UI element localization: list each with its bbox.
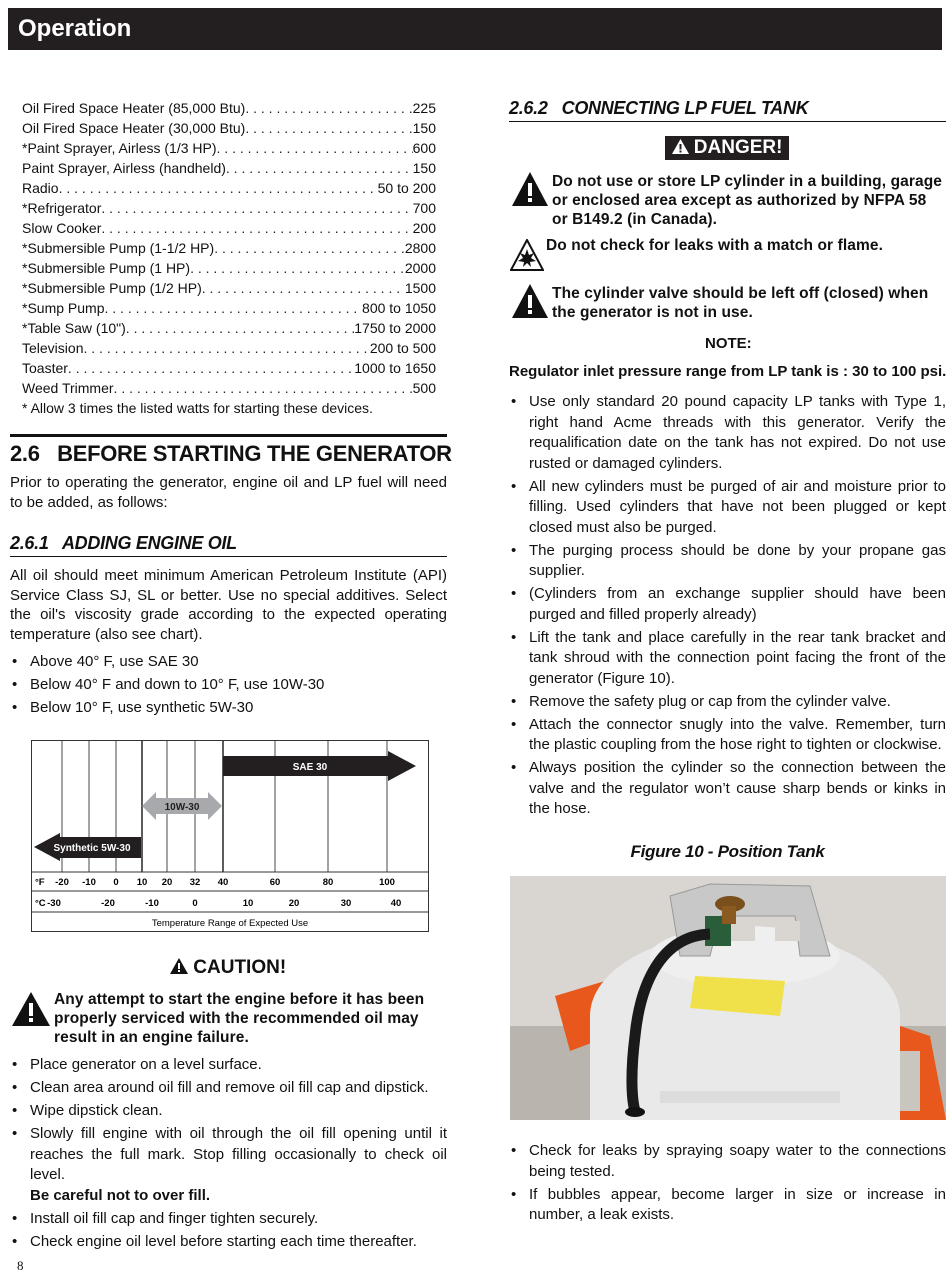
list-item: • Place generator on a level surface.: [10, 1055, 447, 1076]
synthetic-label: Synthetic 5W-30: [53, 843, 131, 854]
celsius-tick-label: -10: [145, 898, 159, 909]
wattage-value: 500: [412, 380, 436, 396]
lp-tank-illustration: [510, 876, 946, 1120]
warning-icon: [512, 172, 548, 206]
celsius-tick-label: 30: [340, 898, 352, 909]
oil-grade-list: [10, 652, 447, 721]
note-label: NOTE:: [705, 335, 752, 352]
section-2-6-intro: Prior to operating the generator, engine oil and LP fuel will need to be added, as follows:: [10, 474, 447, 511]
leader-dots: [83, 338, 369, 358]
appliance-name: Television: [22, 340, 84, 356]
wattage-row: [22, 178, 436, 198]
page-header: [8, 8, 942, 50]
appliance-name: Toaster: [22, 360, 68, 376]
fahrenheit-ticks: [55, 877, 395, 888]
list-item: [10, 1124, 447, 1206]
list-item: • Below 10° F, use synthetic 5W-30: [10, 698, 447, 719]
list-item: • Below 40° F and down to 10° F, use 10W-30: [10, 675, 447, 696]
list-item: • Install oil fill cap and finger tighten securely.: [10, 1209, 447, 1230]
oil-chart-svg: [32, 741, 428, 931]
warning-icon: [672, 139, 689, 154]
fahrenheit-label: °F: [35, 877, 45, 888]
fahrenheit-tick-label: 80: [322, 877, 334, 888]
warning-icon: [512, 284, 548, 318]
appliance-name: Paint Sprayer, Airless (handheld): [22, 160, 226, 176]
appliance-name: *Paint Sprayer, Airless (1/3 HP): [22, 140, 217, 156]
leader-dots: [190, 258, 405, 278]
appliance-name: *Sump Pump: [22, 300, 105, 316]
caution-box: [12, 990, 447, 1047]
caution-heading: [170, 956, 286, 980]
wattage-row: [22, 98, 436, 118]
wattage-value: 2000: [404, 260, 436, 276]
list-item-bold-text: Be careful not to over fill.: [30, 1186, 211, 1204]
list-item: • All new cylinders must be purged of air and moisture prior to filling. Used cylinders that have not been plugged or kept closed must also be purged.: [509, 477, 946, 539]
leader-dots: [101, 218, 412, 238]
list-item: • Use only standard 20 pound capacity LP tanks with Type 1, right hand Acme threads with this generator. Verify the requalification date on the tank has not expired. Do not use rusted or damaged cylinders.: [509, 392, 946, 474]
wattage-list: [22, 98, 436, 418]
oil-viscosity-chart: [31, 740, 429, 932]
section-2-6-heading: [10, 434, 452, 467]
wattage-row: [22, 378, 436, 398]
warning-text: Do not check for leaks with a match or flame.: [546, 237, 883, 254]
leader-dots: [126, 318, 354, 338]
appliance-name: *Table Saw (10"): [22, 320, 126, 336]
leak-check-steps: [509, 1141, 946, 1228]
celsius-tick-label: 0: [192, 898, 198, 909]
section-2-6-1-para: All oil should meet minimum American Petroleum Institute (API) Service Class SJ, SL or better. Use no special additives. Select the oil's viscosity grade according to the expected operating temperature (also see chart).: [10, 567, 447, 643]
fahrenheit-tick-label: 32: [189, 877, 201, 888]
warning-icon: [12, 992, 50, 1026]
wattage-row: [22, 338, 436, 358]
appliance-name: *Submersible Pump (1/2 HP): [22, 280, 202, 296]
wattage-row: [22, 118, 436, 138]
appliance-name: *Submersible Pump (1 HP): [22, 260, 191, 276]
appliance-name: Slow Cooker: [22, 220, 102, 236]
section-2-6-2-title: 2.6.2 CONNECTING LP FUEL TANK: [509, 98, 809, 118]
explosion-icon: [510, 239, 544, 271]
wattage-value: 1500: [404, 280, 436, 296]
fahrenheit-tick-label: 60: [269, 877, 281, 888]
list-item: • Lift the tank and place carefully in the rear tank bracket and tank shroud with the connection point facing the front of the generator (Figure 10).: [509, 628, 946, 690]
leader-dots: [226, 158, 413, 178]
celsius-tick-label: 10: [242, 898, 254, 909]
wattage-row: [22, 198, 436, 218]
danger-warning-storage: [512, 172, 946, 229]
warning-icon: [170, 958, 188, 974]
wattage-row: [22, 218, 436, 238]
sae30-label: SAE 30: [292, 762, 328, 773]
wattage-row: [22, 278, 436, 298]
wattage-value: 800 to 1050: [362, 300, 436, 316]
10w30-label: 10W-30: [164, 802, 200, 813]
leader-dots: [101, 198, 412, 218]
celsius-ticks: [47, 898, 401, 909]
list-item: • Always position the cylinder so the connection between the valve and the regulator won’t cause sharp bends or kinks in the hose.: [509, 758, 946, 820]
appliance-name: *Refrigerator: [22, 200, 102, 216]
list-item: • Wipe dipstick clean.: [10, 1101, 447, 1122]
wattage-value: 1000 to 1650: [354, 360, 436, 376]
wattage-note: * Allow 3 times the listed watts for starting these devices.: [22, 400, 373, 416]
list-item: • Above 40° F, use SAE 30: [10, 652, 447, 673]
fahrenheit-tick-label: 10: [136, 877, 148, 888]
leader-dots: [68, 358, 354, 378]
wattage-value: 200: [412, 220, 436, 236]
list-item: • Attach the connector snugly into the valve. Remember, turn the plastic coupling from the hose right to tighten or clockwise.: [509, 715, 946, 756]
wattage-value: 50 to 200: [377, 180, 436, 196]
wattage-value: 225: [412, 100, 436, 116]
wattage-value: 200 to 500: [369, 340, 436, 356]
leader-dots: [202, 278, 405, 298]
list-item: • Clean area around oil fill and remove oil fill cap and dipstick.: [10, 1078, 447, 1099]
figure-10-photo: [510, 876, 946, 1120]
fahrenheit-tick-label: -20: [55, 877, 69, 888]
wattage-value: 700: [412, 200, 436, 216]
caution-text: Any attempt to start the engine before it has been properly serviced with the recommended oil may result in an engine failure.: [54, 991, 425, 1046]
warning-text: The cylinder valve should be left off (closed) when the generator is not in use.: [552, 285, 929, 321]
danger-warning-valve: [512, 284, 946, 322]
wattage-row: [22, 238, 436, 258]
leader-dots: [245, 98, 412, 118]
celsius-tick-label: -20: [101, 898, 115, 909]
wattage-row: [22, 358, 436, 378]
section-2-6-title: 2.6 BEFORE STARTING THE GENERATOR: [10, 441, 452, 466]
wattage-value: 2800: [404, 240, 436, 256]
leader-dots: [59, 178, 378, 198]
wattage-value: 600: [412, 140, 436, 156]
appliance-name: Radio: [22, 180, 59, 196]
lp-tank-steps: [509, 392, 946, 822]
wattage-value: 150: [412, 160, 436, 176]
wattage-row: [22, 138, 436, 158]
leader-dots: [214, 238, 405, 258]
oil-fill-steps: [10, 1055, 447, 1255]
wattage-row: [22, 258, 436, 278]
leader-dots: [217, 138, 413, 158]
list-item: • (Cylinders from an exchange supplier should have been purged and filled properly already): [509, 584, 946, 625]
figure-caption: Figure 10 - Position Tank: [630, 842, 825, 861]
wattage-row: [22, 298, 436, 318]
fahrenheit-tick-label: 0: [113, 877, 119, 888]
appliance-name: Oil Fired Space Heater (30,000 Btu): [22, 120, 246, 136]
appliance-name: Oil Fired Space Heater (85,000 Btu): [22, 100, 246, 116]
danger-badge: [665, 136, 789, 160]
celsius-tick-label: 20: [288, 898, 300, 909]
wattage-value: 1750 to 2000: [354, 320, 436, 336]
danger-label: DANGER!: [693, 137, 783, 158]
wattage-value: 150: [412, 120, 436, 136]
page-number: 8: [17, 1258, 24, 1273]
leader-dots: [114, 378, 413, 398]
fahrenheit-tick-label: 100: [379, 877, 395, 888]
fahrenheit-tick-label: 40: [217, 877, 229, 888]
wattage-row: [22, 318, 436, 338]
section-2-6-1-title: 2.6.1 ADDING ENGINE OIL: [10, 533, 237, 553]
leader-dots: [245, 118, 412, 138]
caution-label: CAUTION!: [193, 957, 287, 978]
danger-warning-flame: [510, 236, 946, 271]
list-item-text: Slowly fill engine with oil through the oil fill opening until it reaches the full mark. Stop filling occasionally to check oil level.: [30, 1125, 447, 1183]
celsius-tick-label: 40: [390, 898, 402, 909]
note-text: Regulator inlet pressure range from LP tank is : 30 to 100 psi.: [509, 363, 947, 380]
celsius-tick-label: -30: [47, 898, 61, 909]
chart-xlabel: Temperature Range of Expected Use: [151, 918, 309, 929]
celsius-label: °C: [35, 898, 46, 909]
section-2-6-1-heading: [10, 533, 447, 557]
section-2-6-2-heading: [509, 98, 946, 122]
leader-dots: [104, 298, 362, 318]
list-item: • Remove the safety plug or cap from the cylinder valve.: [509, 692, 946, 713]
list-item: • Check for leaks by spraying soapy water to the connections being tested.: [509, 1141, 946, 1182]
appliance-name: Weed Trimmer: [22, 380, 114, 396]
fahrenheit-tick-label: 20: [161, 877, 173, 888]
list-item: • The purging process should be done by your propane gas supplier.: [509, 541, 946, 582]
list-item: • Check engine oil level before starting each time thereafter.: [10, 1232, 447, 1253]
wattage-row: [22, 158, 436, 178]
header-title: Operation: [18, 15, 132, 42]
fahrenheit-tick-label: -10: [82, 877, 96, 888]
warning-text: Do not use or store LP cylinder in a building, garage or enclosed area except as authorized by NFPA 58 or B149.2 (in Canada).: [552, 173, 942, 228]
list-item: • If bubbles appear, become larger in size or increase in number, a leak exists.: [509, 1185, 946, 1226]
appliance-name: *Submersible Pump (1-1/2 HP): [22, 240, 215, 256]
